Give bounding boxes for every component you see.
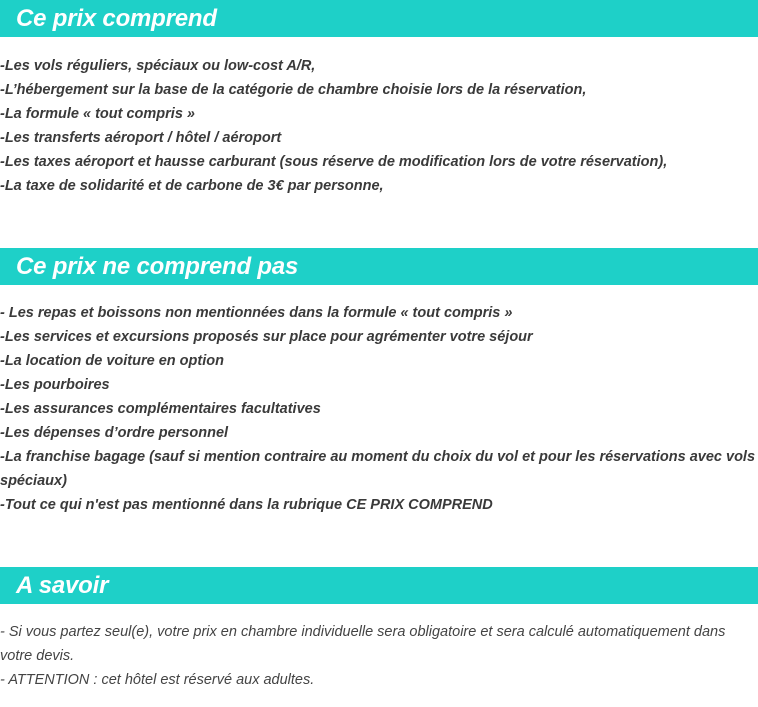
list-item: -Les dépenses d’ordre personnel: [0, 425, 229, 441]
list-item: -Les taxes aéroport et hausse carburant (sous réserve de modification lors de votre réservation),: [0, 154, 668, 170]
section-title: A savoir: [16, 572, 109, 599]
list-item: -La taxe de solidarité et de carbone de 3€ par personne,: [0, 178, 384, 194]
list-item: -Les transferts aéroport / hôtel / aéroport: [0, 130, 282, 146]
price-excludes-list: [0, 301, 758, 517]
list-item: -Tout ce qui n'est pas mentionné dans la rubrique CE PRIX COMPREND: [0, 497, 493, 513]
section-header-good-to-know: [0, 567, 758, 604]
list-item: -La franchise bagage (sauf si mention contraire au moment du choix du vol et pour les réservations avec vols spéciaux): [0, 449, 756, 489]
section-header-price-includes: [0, 0, 758, 37]
list-item: -Les pourboires: [0, 377, 110, 393]
list-item: - Si vous partez seul(e), votre prix en chambre individuelle sera obligatoire et sera calculé automatiquement dans votre devis.: [0, 624, 726, 664]
section-header-price-excludes: [0, 248, 758, 285]
list-item: -Les services et excursions proposés sur place pour agrémenter votre séjour: [0, 329, 533, 345]
list-item: -Les vols réguliers, spéciaux ou low-cost A/R,: [0, 58, 316, 74]
list-item: -La location de voiture en option: [0, 353, 224, 369]
list-item: -L’hébergement sur la base de la catégorie de chambre choisie lors de la réservation,: [0, 82, 587, 98]
good-to-know-list: [0, 620, 758, 692]
list-item: - Les repas et boissons non mentionnées dans la formule « tout compris »: [0, 305, 513, 321]
list-item: -Les assurances complémentaires facultatives: [0, 401, 321, 417]
list-item: -La formule « tout compris »: [0, 106, 195, 122]
section-title: Ce prix ne comprend pas: [16, 253, 299, 280]
price-includes-list: [0, 54, 758, 198]
list-item: - ATTENTION : cet hôtel est réservé aux adultes.: [0, 672, 315, 688]
section-title: Ce prix comprend: [16, 5, 217, 32]
